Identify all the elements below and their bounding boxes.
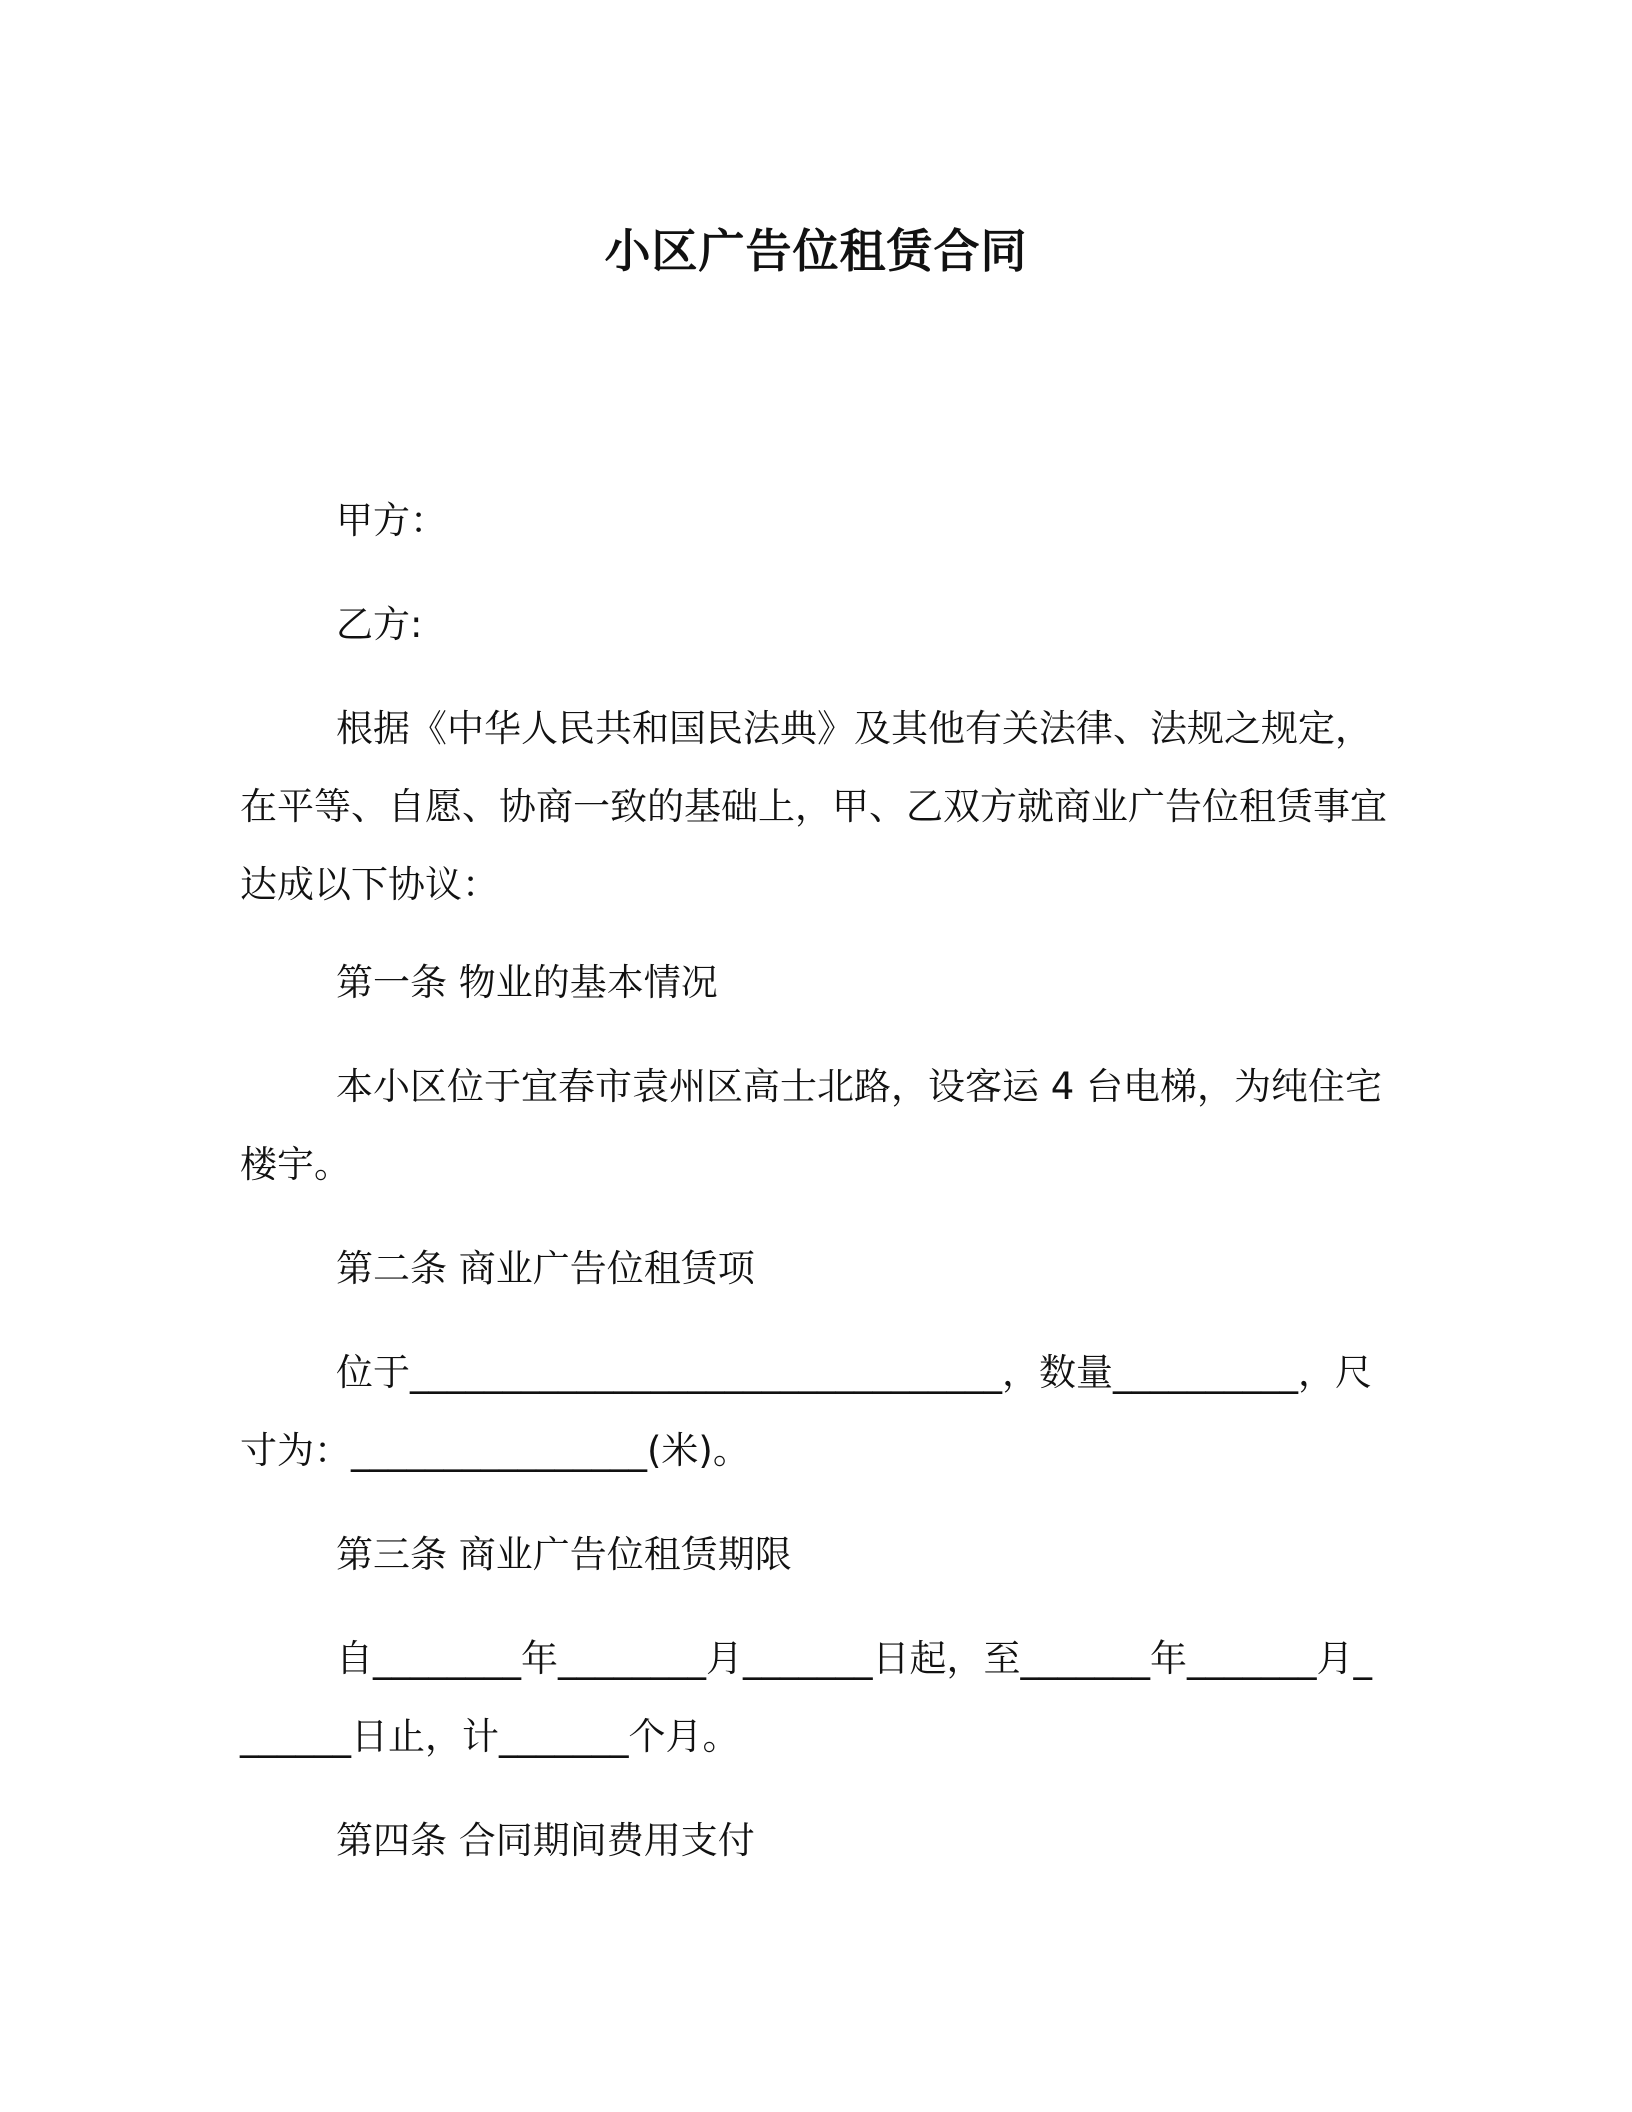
article-4-heading: 第四条 合同期间费用支付 — [336, 1819, 755, 1862]
article-2-body: 位于________________________________，数量__________，尺寸为：________________(米)。 — [240, 1351, 1372, 1472]
party-b-line: 乙方: — [336, 603, 423, 646]
document-title: 小区广告位租赁合同 — [604, 224, 1028, 278]
article-1-body: 本小区位于宜春市袁州区高士北路，设客运 4 台电梯，为纯住宅楼宇。 — [240, 1065, 1383, 1186]
article-1-heading: 第一条 物业的基本情况 — [336, 961, 718, 1004]
article-3-heading: 第三条 商业广告位租赁期限 — [336, 1533, 792, 1576]
party-a-line: 甲方： — [336, 499, 447, 542]
intro-paragraph: 根据《中华人民共和国民法典》及其他有关法律、法规之规定，在平等、自愿、协商一致的基础上，甲、乙双方就商业广告位租赁事宜达成以下协议： — [240, 707, 1387, 906]
article-3-body: 自________年________月_______日起，至_______年_______月_______日止，计_______个月。 — [240, 1637, 1372, 1758]
article-2-heading: 第二条 商业广告位租赁项 — [336, 1247, 755, 1290]
